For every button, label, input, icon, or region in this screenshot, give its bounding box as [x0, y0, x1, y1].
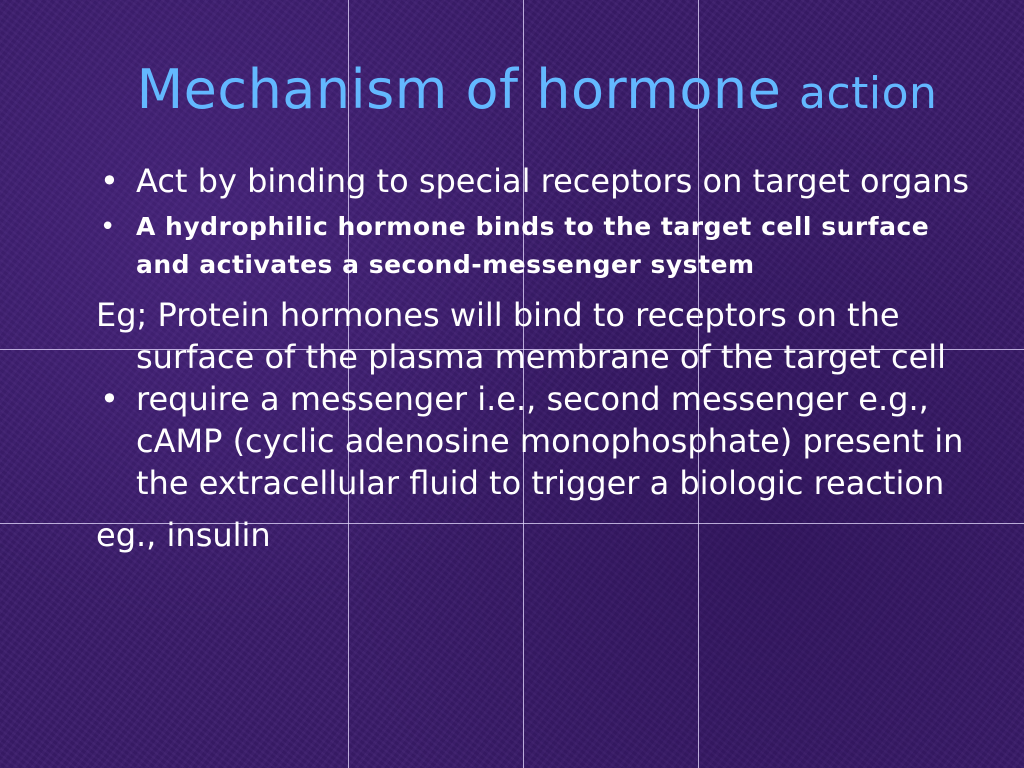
bullet-item: [96, 208, 976, 284]
slide-title: [0, 58, 1024, 121]
title-tail: action: [799, 68, 938, 119]
bullet-text: require a messenger i.e., second messenger e.g., cAMP (cyclic adenosine monophosphate) present in the extracellular fluid to trigger a biologic reaction: [136, 380, 964, 502]
bullet-text: Act by binding to special receptors on target organs: [136, 162, 970, 200]
bullet-text: A hydrophilic hormone binds to the target cell surface and activates a second-messenger system: [136, 212, 930, 279]
slide-content: [96, 160, 976, 556]
bullet-item: [96, 378, 976, 504]
bullet-icon: •: [100, 162, 119, 200]
bullet-icon: •: [100, 380, 119, 418]
example-text: eg., insulin: [96, 516, 271, 554]
bullet-icon: •: [100, 212, 116, 242]
title-main: Mechanism of hormone: [136, 58, 782, 121]
example-text: Eg; Protein hormones will bind to receptors on the surface of the plasma membrane of the target cell: [96, 296, 947, 376]
bullet-item: [96, 160, 976, 202]
